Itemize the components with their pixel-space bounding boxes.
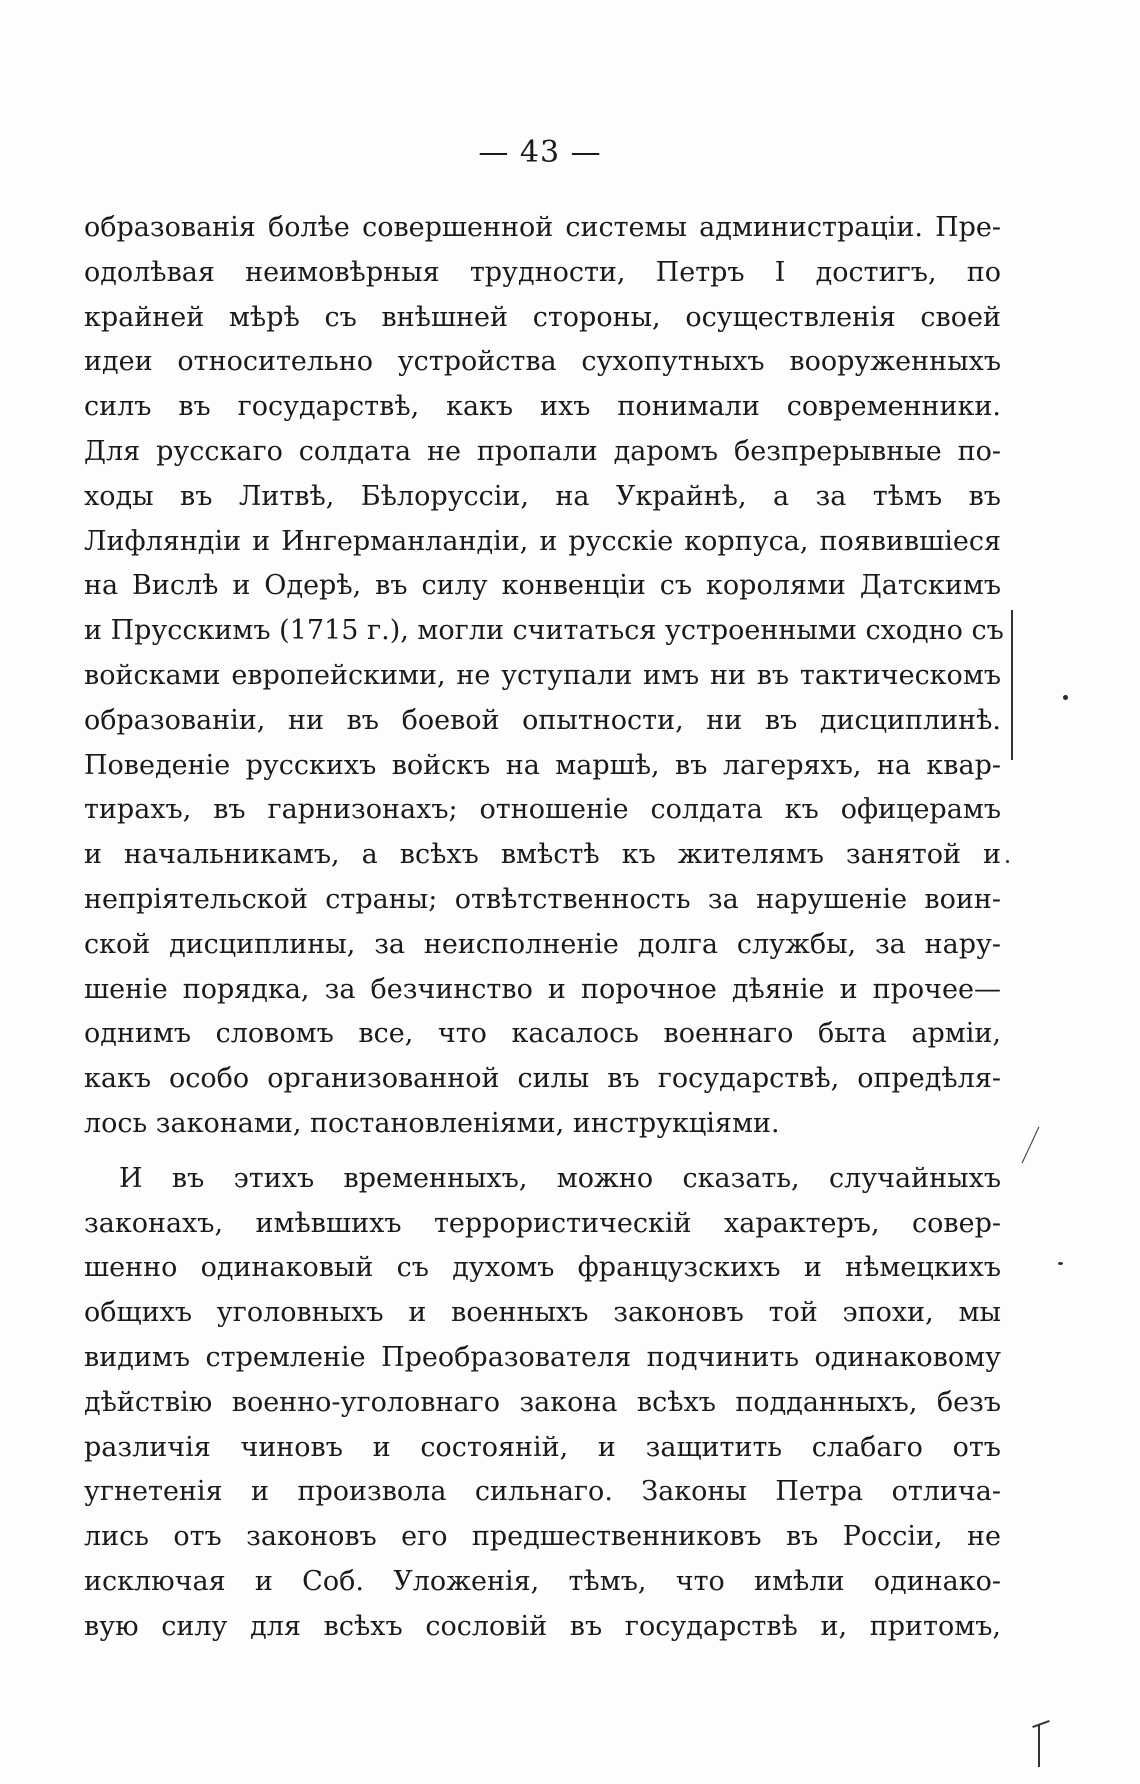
text-line: непріятельской страны; отвѣтственность за нарушеніе воин- [84, 883, 1001, 915]
text-line: Лифляндіи и Ингерманландіи, и русскіе корпуса, появившіеся [84, 525, 1001, 557]
body-text [84, 206, 1004, 1650]
text-line: ходы въ Литвѣ, Бѣлоруссіи, на Украйнѣ, а за тѣмъ въ [84, 480, 1001, 512]
text-line: образованія болѣе совершенной системы администраціи. Пре- [84, 212, 1001, 243]
margin-speck [1058, 1262, 1063, 1265]
text-line: войсками европейскими, не уступали имъ ни въ тактическомъ [84, 659, 1001, 691]
page-number: — 43 — [478, 135, 602, 170]
text-line: общихъ уголовныхъ и военныхъ законовъ той эпохи, мы [84, 1297, 1001, 1329]
text-line: угнетенія и произвола сильнаго. Законы Петра отлича- [84, 1476, 1001, 1508]
text-line: лось законами, постановленіями, инструкціями. [84, 1107, 780, 1139]
text-line: исключая и Соб. Уложенія, тѣмъ, что имѣли одинако- [84, 1565, 1001, 1597]
text-line: и начальникамъ, а всѣхъ вмѣстѣ къ жителямъ занятой и [84, 839, 1001, 871]
margin-speck [1063, 695, 1068, 700]
text-line: идеи относительно устройства сухопутныхъ вооруженныхъ [84, 346, 1001, 378]
text-line: шеніе порядка, за безчинство и порочное дѣяніе и прочее— [84, 973, 1001, 1005]
text-line: крайней мѣрѣ съ внѣшней стороны, осуществленія своей [84, 301, 1001, 333]
text-line: одолѣвая неимовѣрныя трудности, Петръ I достигъ, по [84, 256, 1001, 288]
text-line: однимъ словомъ все, что касалось военнаго быта арміи, [84, 1018, 1001, 1050]
margin-speck [1006, 860, 1009, 863]
text-line: силъ въ государствѣ, какъ ихъ понимали современники. [84, 391, 1001, 423]
text-line: образованіи, ни въ боевой опытности, ни въ дисциплинѣ. [84, 704, 1001, 736]
text-line: законахъ, имѣвшихъ террористическій характеръ, совер- [84, 1207, 1001, 1239]
margin-mark [1011, 610, 1013, 760]
text-line: лись отъ законовъ его предшественниковъ въ Россіи, не [84, 1521, 1001, 1553]
text-line: И въ этихъ временныхъ, можно сказать, случайныхъ [119, 1162, 1001, 1194]
text-line: на Вислѣ и Одерѣ, въ силу конвенціи съ королями Датскимъ [84, 570, 1001, 602]
text-line: Для русскаго солдата не пропали даромъ безпрерывные по- [84, 435, 1001, 467]
text-line: тирахъ, въ гарнизонахъ; отношеніе солдата къ офицерамъ [84, 794, 1001, 826]
text-line: какъ особо организованной силы въ государствѣ, опредѣля- [84, 1063, 1001, 1095]
margin-mark [1022, 1127, 1040, 1164]
text-line: вую силу для всѣхъ сословій въ государствѣ и, притомъ, [84, 1610, 1001, 1642]
text-line: видимъ стремленіе Преобразователя подчинить одинаковому [84, 1341, 1001, 1373]
text-line: Поведеніе русскихъ войскъ на маршѣ, въ лагеряхъ, на квар- [84, 749, 1001, 781]
text-line: и Прусскимъ (1715 г.), могли считаться устроенными сходно съ [84, 615, 1004, 647]
text-line: дѣйствію военно-уголовнаго закона всѣхъ подданныхъ, безъ [84, 1386, 1001, 1418]
text-line: ской дисциплины, за неисполненіе долга службы, за нару- [84, 928, 1001, 960]
margin-mark [1038, 1725, 1040, 1767]
text-line: шенно одинаковый съ духомъ французскихъ и нѣмецкихъ [84, 1252, 1001, 1284]
text-line: различія чиновъ и состояній, и защитить слабаго отъ [84, 1431, 1001, 1463]
paragraph-gap [84, 1147, 1001, 1157]
margin-mark [1032, 1720, 1050, 1728]
